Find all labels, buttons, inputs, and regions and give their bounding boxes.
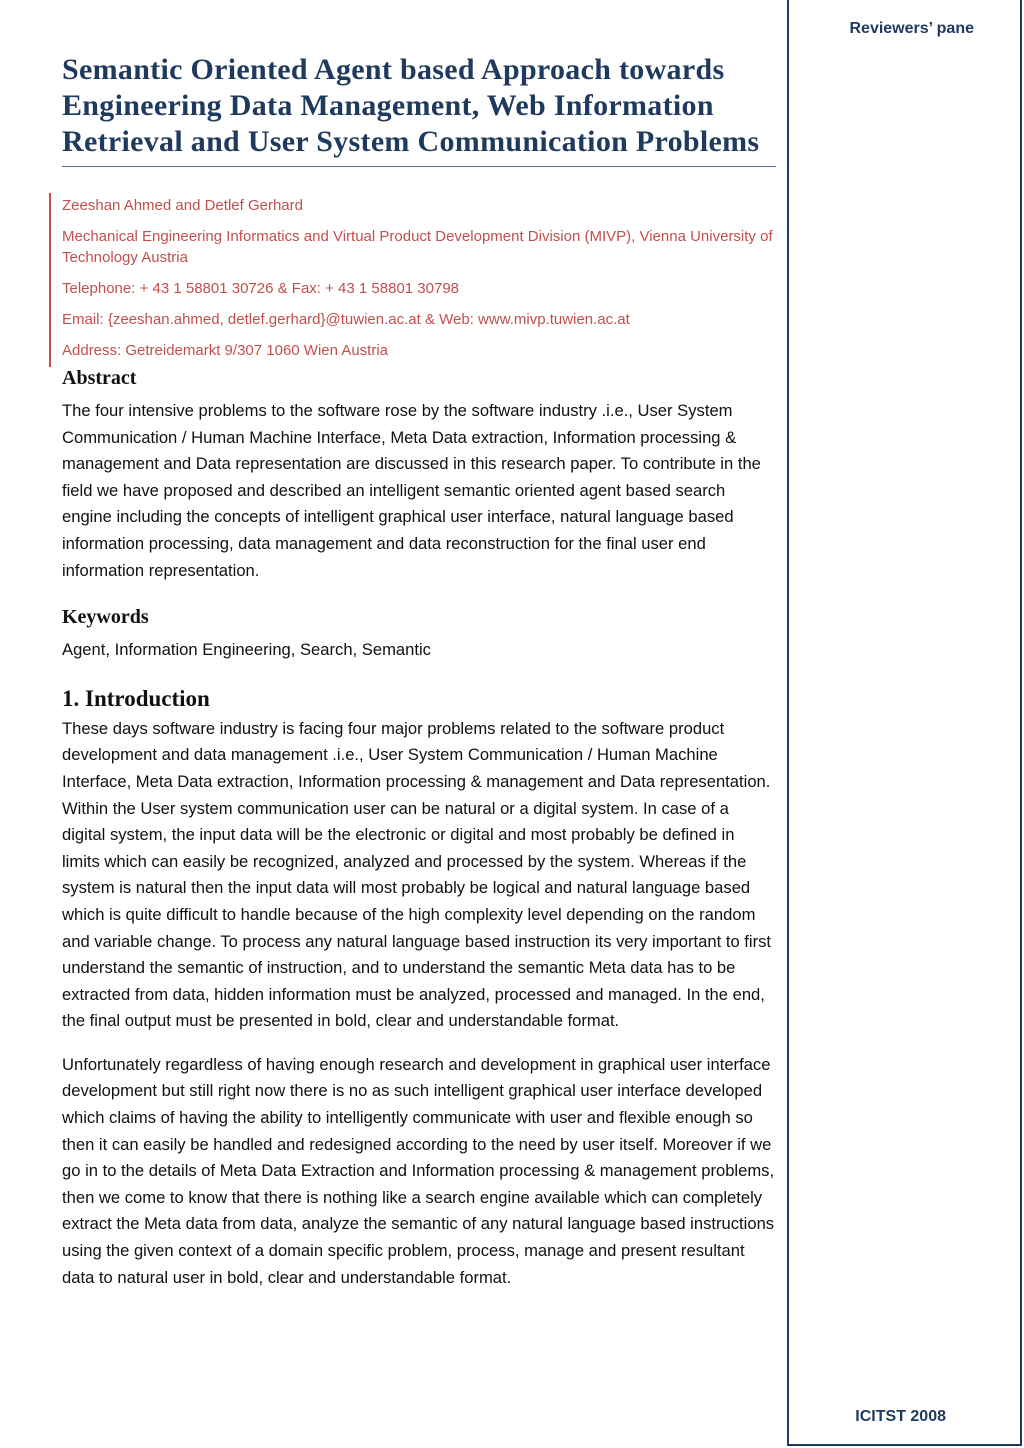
author-telephone: Telephone: + 43 1 58801 30726 & Fax: + 43 1 58801 30798 <box>62 280 460 297</box>
title-divider <box>62 166 776 167</box>
reviewers-pane <box>787 0 1022 1446</box>
reviewers-pane-title: Reviewers’ pane <box>849 20 974 37</box>
abstract-text: The four intensive problems to the software rose by the software industry .i.e., User System Communication / Human Machine Interface, Meta Data extraction, Information processing & management and Data representation are discussed in this research paper. To contribute in the field we have proposed and described an intelligent semantic oriented agent based search engine including the concepts of intelligent graphical user interface, natural language based information processing, data management and data reconstruction for the final user end information representation. <box>62 401 761 580</box>
paper-body <box>62 52 776 1291</box>
keywords-text: Agent, Information Engineering, Search, Semantic <box>62 640 431 660</box>
paper-title: Semantic Oriented Agent based Approach towards Engineering Data Management, Web Information Retrieval and User System Communication Problems <box>62 53 760 158</box>
introduction-heading: 1. Introduction <box>62 685 210 711</box>
introduction-paragraph: These days software industry is facing four major problems related to the software product development and data management .i.e., User System Communication / Human Machine Interface, Meta Data extraction, Information processing & management and Data representation. Within the User system communication user can be natural or a digital system. In case of a digital system, the input data will be the electronic or digital and most probably be defined in limits which can easily be recognized, analyzed and processed by the system. Whereas if the system is natural then the input data will most probably be logical and natural language based which is quite difficult to handle because of the high complexity level depending on the random and variable change. To process any natural language based instruction its very important to first understand the semantic of instruction, and to understand the semantic Meta data has to be extracted from data, hidden information must be analyzed, processed and managed. In the end, the final output must be presented in bold, clear and understandable format. <box>62 718 772 1031</box>
author-block <box>49 193 776 367</box>
author-email: Email: {zeeshan.ahmed, detlef.gerhard}@tuwien.ac.at & Web: www.mivp.tuwien.ac.at <box>62 311 630 328</box>
author-address: Address: Getreidemarkt 9/307 1060 Wien Austria <box>62 342 389 359</box>
abstract-heading: Abstract <box>62 367 137 389</box>
author-affiliation: Mechanical Engineering Informatics and Virtual Product Development Division (MIVP), Vienna University of Technology Austria <box>62 228 773 266</box>
conference-label: ICITST 2008 <box>855 1408 946 1425</box>
introduction-paragraph: Unfortunately regardless of having enough research and development in graphical user interface development but still right now there is no as such intelligent graphical user interface developed which claims of having the ability to intelligently communicate with user and flexible enough so then it can easily be handled and redesigned according to the need by user itself. Moreover if we go in to the details of Meta Data Extraction and Information processing & management problems, then we come to know that there is nothing like a search engine available which can completely extract the Meta data from data, analyze the semantic of any natural language based instructions using the given context of a domain specific problem, process, manage and present resultant data to natural user in bold, clear and understandable format. <box>62 1054 775 1287</box>
keywords-heading: Keywords <box>62 606 149 629</box>
author-names: Zeeshan Ahmed and Detlef Gerhard <box>62 197 303 214</box>
